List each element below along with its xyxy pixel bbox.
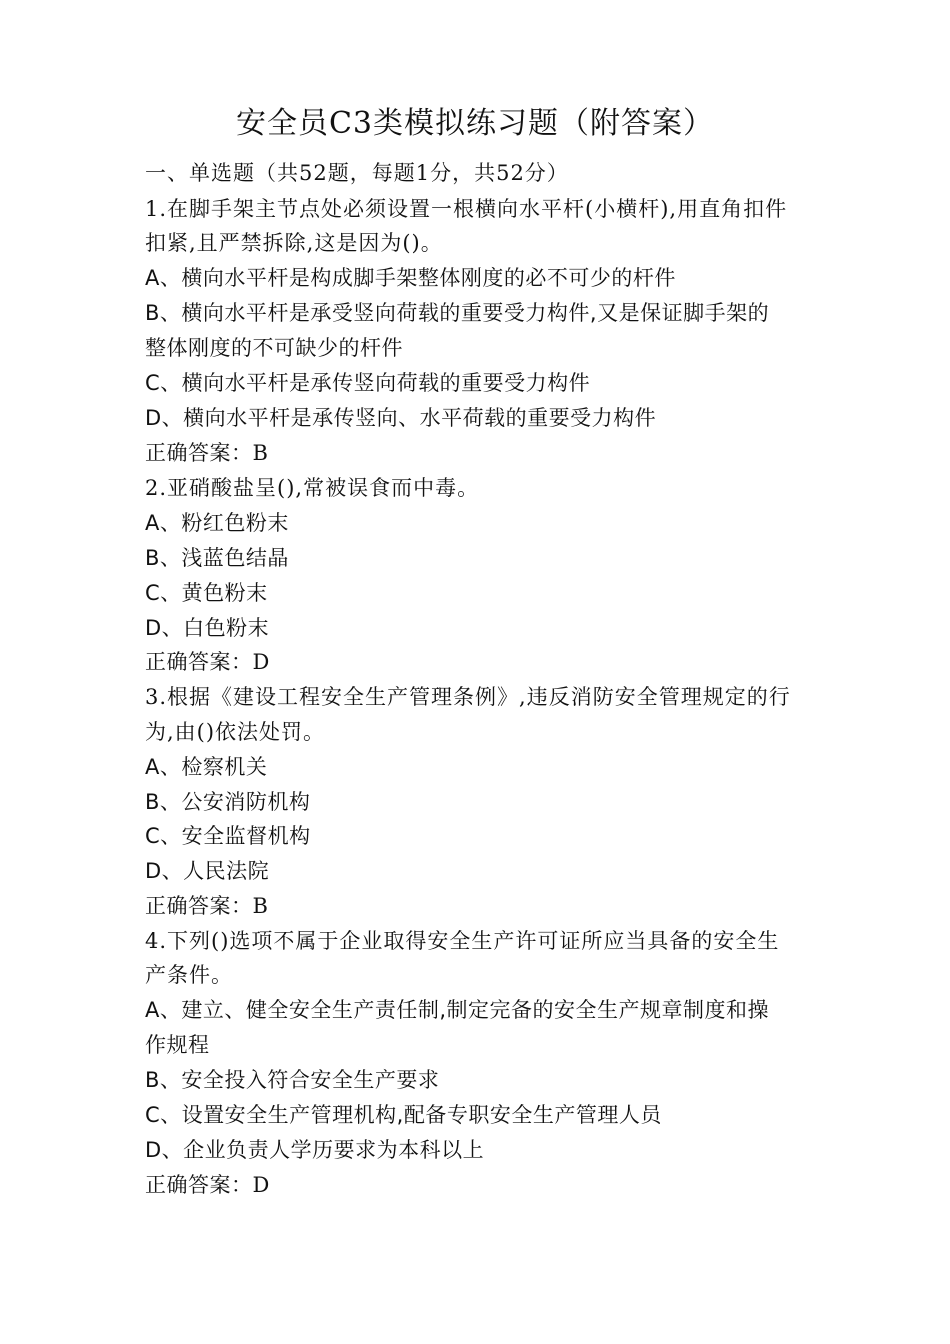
question-1-option-d: D、横向水平杆是承传竖向、水平荷载的重要受力构件 (145, 406, 657, 430)
question-1-answer: 正确答案：B (145, 441, 269, 465)
question-3-line-2: 为,由()依法处罚。 (145, 720, 326, 744)
question-3-option-c: C、安全监督机构 (145, 824, 311, 848)
question-4-answer: 正确答案：D (145, 1173, 270, 1197)
question-4-option-d: D、企业负责人学历要求为本科以上 (145, 1138, 485, 1162)
question-4-line-1: 4.下列()选项不属于企业取得安全生产许可证所应当具备的安全生 (145, 929, 780, 953)
question-4-option-a-line-2: 作规程 (145, 1033, 210, 1057)
question-2-option-d: D、白色粉末 (145, 616, 270, 640)
question-4-line-2: 产条件。 (145, 963, 233, 987)
question-2-option-a: A、粉红色粉末 (145, 511, 289, 535)
question-1-option-b-line-2: 整体刚度的不可缺少的杆件 (145, 336, 403, 360)
document-title: 安全员C3类模拟练习题（附答案） (235, 106, 715, 141)
question-1-line-2: 扣紧,且严禁拆除,这是因为()。 (145, 231, 443, 255)
question-3-option-d: D、人民法院 (145, 859, 270, 883)
question-2-option-c: C、黄色粉末 (145, 581, 268, 605)
question-3-option-a: A、检察机关 (145, 755, 268, 779)
question-4-option-b: B、安全投入符合安全生产要求 (145, 1068, 440, 1092)
question-1-option-a: A、横向水平杆是构成脚手架整体刚度的必不可少的杆件 (145, 266, 676, 290)
question-1-option-b-line-1: B、横向水平杆是承受竖向荷载的重要受力构件,又是保证脚手架的 (145, 301, 770, 325)
question-3-line-1: 3.根据《建设工程安全生产管理条例》,违反消防安全管理规定的行 (145, 685, 791, 709)
question-2-option-b: B、浅蓝色结晶 (145, 546, 289, 570)
question-1-line-1: 1.在脚手架主节点处必须设置一根横向水平杆(小横杆),用直角扣件 (145, 197, 788, 221)
section-heading: 一、单选题（共52题，每题1分，共52分） (145, 161, 569, 185)
question-2-line-1: 2.亚硝酸盐呈(),常被误食而中毒。 (145, 476, 480, 500)
question-2-answer: 正确答案：D (145, 650, 270, 674)
question-3-option-b: B、公安消防机构 (145, 790, 311, 814)
question-4-option-c: C、设置安全生产管理机构,配备专职安全生产管理人员 (145, 1103, 662, 1127)
question-4-option-a-line-1: A、建立、健全安全生产责任制,制定完备的安全生产规章制度和操 (145, 998, 770, 1022)
question-3-answer: 正确答案：B (145, 894, 269, 918)
question-1-option-c: C、横向水平杆是承传竖向荷载的重要受力构件 (145, 371, 591, 395)
